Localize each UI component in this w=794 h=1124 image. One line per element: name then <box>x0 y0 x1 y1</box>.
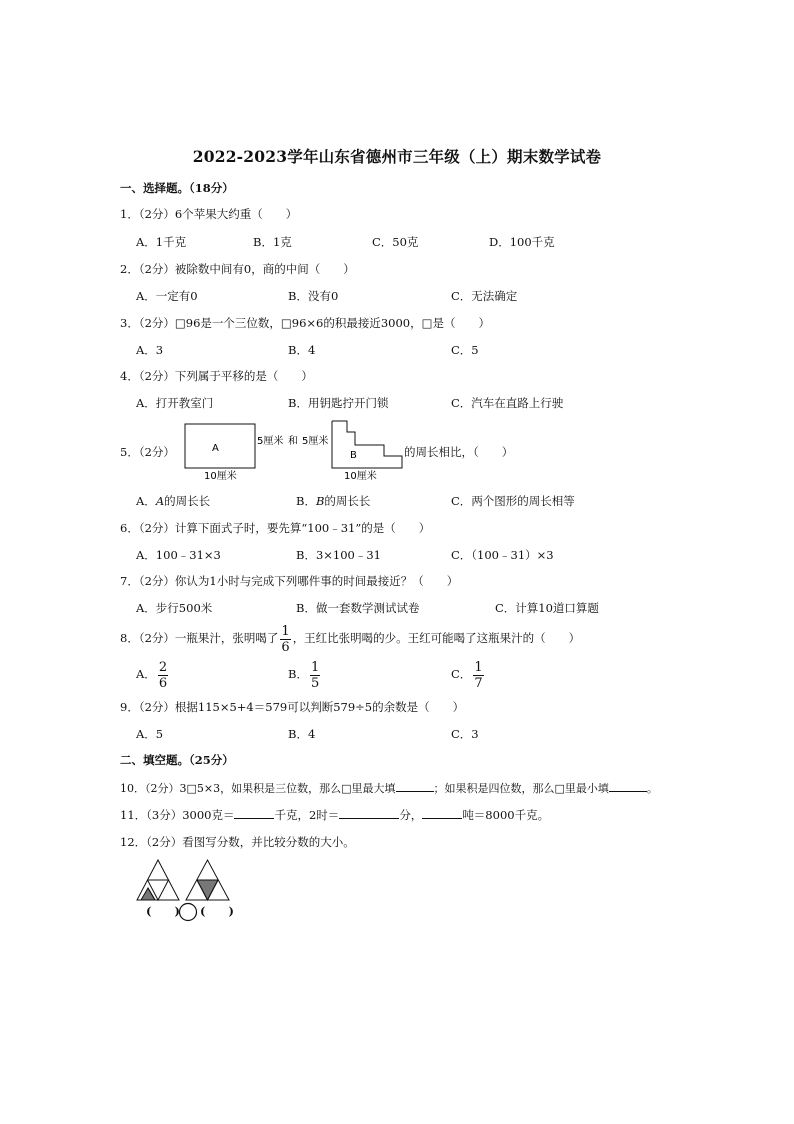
q3-option-b: B．4 <box>288 343 316 357</box>
bottom-length-a: 10厘米 <box>204 471 237 482</box>
bottom-length-b: 10厘米 <box>344 471 377 482</box>
rectangle-a-shape <box>185 424 255 468</box>
q7-option-b: B．做一套数学测试试卷 <box>296 601 420 615</box>
question-text: （2分）被除数中间有0，商的中间（ ） <box>138 262 355 276</box>
question-number: 3． <box>120 316 139 330</box>
q6-option-b: B．3×100﹣31 <box>296 548 381 562</box>
stepped-shape-b <box>332 421 402 468</box>
q1-option-a: A．1千克 <box>136 235 187 249</box>
question-5-prefix <box>120 444 175 460</box>
q5-option-a: A．A的周长长 <box>136 494 211 508</box>
question-number: 10． <box>120 782 145 795</box>
question-9 <box>120 699 464 715</box>
perimeter-figure <box>182 418 406 482</box>
q4-option-b: B．用钥匙拧开门锁 <box>288 396 389 410</box>
question-3 <box>120 315 490 331</box>
question-1 <box>120 206 297 222</box>
fraction-one-sixth: $\frac{1}{6}$ <box>281 623 290 655</box>
fraction-triangles-figure <box>134 856 252 902</box>
question-number: 2． <box>120 262 139 276</box>
q3-option-a: A．3 <box>136 343 164 357</box>
question-number: 1． <box>120 207 139 221</box>
comparison-circle[interactable] <box>178 902 198 922</box>
q2-option-c: C．无法确定 <box>451 289 518 303</box>
and-label: 和 <box>288 436 298 447</box>
question-number: 8． <box>120 631 139 645</box>
question-number: 11． <box>120 808 147 822</box>
answer-blank[interactable] <box>396 779 434 792</box>
question-text: （2分）□96是一个三位数，□96×6的积最接近3000，□是（ ） <box>138 316 490 330</box>
q8-option-c: C． $\frac{1}{7}$ <box>451 659 483 691</box>
answer-blank[interactable] <box>609 779 647 792</box>
question-10: 10．（2分）3□5×3，如果积是三位数，那么□里最大填 ；如果积是四位数，那么□里最小填 。 <box>120 779 658 796</box>
shape-b-label: B <box>350 450 357 461</box>
q6-option-a: A．100﹣31×3 <box>136 548 221 562</box>
question-4 <box>120 368 313 384</box>
q7-option-a: A．步行500米 <box>136 601 213 615</box>
answer-blank[interactable] <box>422 806 462 819</box>
question-text: （2分）根据115×5+4＝579可以判断579÷5的余数是（ ） <box>138 700 465 714</box>
q1-option-c: C．50克 <box>372 235 419 249</box>
question-text: （2分）下列属于平移的是（ ） <box>138 369 313 383</box>
question-number: 7． <box>120 574 139 588</box>
section-heading-fill: 二、填空题。（25分） <box>120 753 234 767</box>
question-5-suffix: 的周长相比，（ ） <box>404 445 514 459</box>
q7-option-c: C．计算10道口算题 <box>495 601 599 615</box>
question-text: （2分）你认为1小时与完成下列哪件事的时间最接近？（ ） <box>138 574 459 588</box>
q9-option-a: A．5 <box>136 727 164 741</box>
triangle-figure-left <box>137 860 179 900</box>
question-number: 6． <box>120 521 139 535</box>
question-text: （2分）计算下面式子时，要先算“100﹣31”的是（ ） <box>138 521 431 535</box>
question-number: 5． <box>120 445 139 459</box>
fraction-answer-right[interactable]: ( ) <box>200 904 234 918</box>
question-text: （2分）6个苹果大约重（ ） <box>138 207 298 221</box>
q2-option-b: B．没有0 <box>288 289 339 303</box>
rectangle-a-label: A <box>212 443 219 454</box>
q8-option-a: A． $\frac{2}{6}$ <box>136 659 168 691</box>
question-number: 12． <box>120 835 147 849</box>
question-6 <box>120 520 430 536</box>
q9-option-c: C．3 <box>451 727 479 741</box>
question-number: 4． <box>120 369 139 383</box>
q6-option-c: C．（100﹣31）×3 <box>451 548 554 562</box>
question-text: （2分）看图写分数，并比较分数的大小。 <box>146 835 355 849</box>
question-12 <box>120 834 355 850</box>
side-length-b: 5厘米 <box>302 436 329 447</box>
page-title: 2022-2023学年山东省德州市三年级（上）期末数学试卷 <box>192 147 602 166</box>
question-8: 8．（2分）一瓶果汁，张明喝了 $\frac{1}{6}$ ，王红比张明喝的少。王红可能喝了这瓶果汁的（ ） <box>120 623 581 655</box>
q9-option-b: B．4 <box>288 727 316 741</box>
question-text: （2分） <box>138 445 175 459</box>
question-7 <box>120 573 458 589</box>
q5-option-b: B．B的周长长 <box>296 494 371 508</box>
q4-option-a: A．打开教室门 <box>136 396 214 410</box>
question-number: 9． <box>120 700 139 714</box>
triangle-figure-right <box>186 860 229 900</box>
section-heading-choice: 一、选择题。（18分） <box>120 181 234 195</box>
q8-option-b: B． $\frac{1}{5}$ <box>288 659 320 691</box>
side-length-a: 5厘米 <box>257 436 284 447</box>
q2-option-a: A．一定有0 <box>136 289 198 303</box>
q3-option-c: C．5 <box>451 343 479 357</box>
fraction-answer-left[interactable]: ( ) <box>146 904 180 918</box>
q4-option-c: C．汽车在直路上行驶 <box>451 396 564 410</box>
q5-option-c: C．两个图形的周长相等 <box>451 494 575 508</box>
answer-blank[interactable] <box>234 806 274 819</box>
answer-blank[interactable] <box>339 806 399 819</box>
question-2 <box>120 261 355 277</box>
q1-option-b: B．1克 <box>253 235 292 249</box>
q1-option-d: D．100千克 <box>489 235 555 249</box>
question-11: 11．（3分）3000克＝ 千克，2时＝ 分， 吨＝8000千克。 <box>120 808 550 822</box>
